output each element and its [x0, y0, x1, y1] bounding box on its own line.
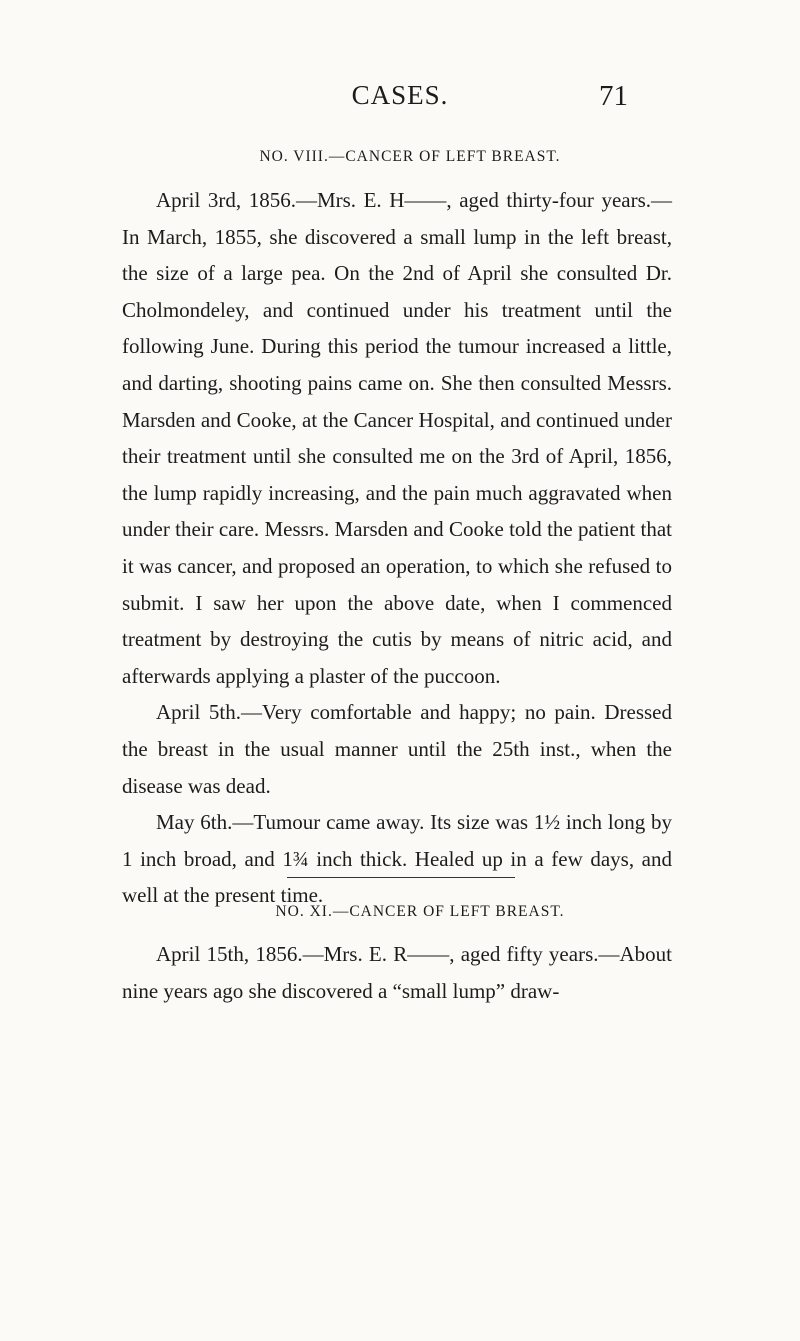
running-title: CASES.	[351, 80, 449, 110]
running-head	[0, 80, 800, 120]
case-heading-xi: NO. XI.—CANCER OF LEFT BREAST.	[275, 903, 565, 920]
case-viii-paragraph-1: April 3rd, 1856.—Mrs. E. H——, aged thirty-four years.—In March, 1855, she discovered a small lump in the left breast, the size of a large pea. On the 2nd of April she consulted Dr. Cholmondeley, and continued under his treatment until the following June. During this period the tumour increased a little, and darting, shooting pains came on. She then consulted Messrs. Marsden and Cooke, at the Cancer Hospital, and continued under their treatment until she consulted me on the 3rd of April, 1856, the lump rapidly increasing, and the pain much aggravated when under their care. Messrs. Marsden and Cooke told the patient that it was cancer, and proposed an operation, to which she refused to submit. I saw her upon the above date, when I commenced treatment by destroying the cutis by means of nitric acid, and afterwards applying a plaster of the puccoon.	[122, 188, 672, 688]
case-heading-viii: NO. VIII.—CANCER OF LEFT BREAST.	[259, 148, 561, 165]
case-xi-body	[122, 936, 672, 1009]
case-xi-paragraph-1: April 15th, 1856.—Mrs. E. R——, aged fifty years.—About nine years ago she discovered a “small lump” draw-	[122, 942, 672, 1003]
section-divider	[287, 877, 515, 878]
case-viii-body	[122, 182, 672, 914]
case-viii-paragraph-3: May 6th.—Tumour came away. Its size was 1½ inch long by 1 inch broad, and 1¾ inch thick. Healed up in a few days, and well at the present time.	[122, 810, 672, 908]
case-viii-paragraph-2: April 5th.—Very comfortable and happy; no pain. Dressed the breast in the usual manner until the 25th inst., when the disease was dead.	[122, 700, 672, 798]
page-number: 71	[599, 80, 628, 112]
